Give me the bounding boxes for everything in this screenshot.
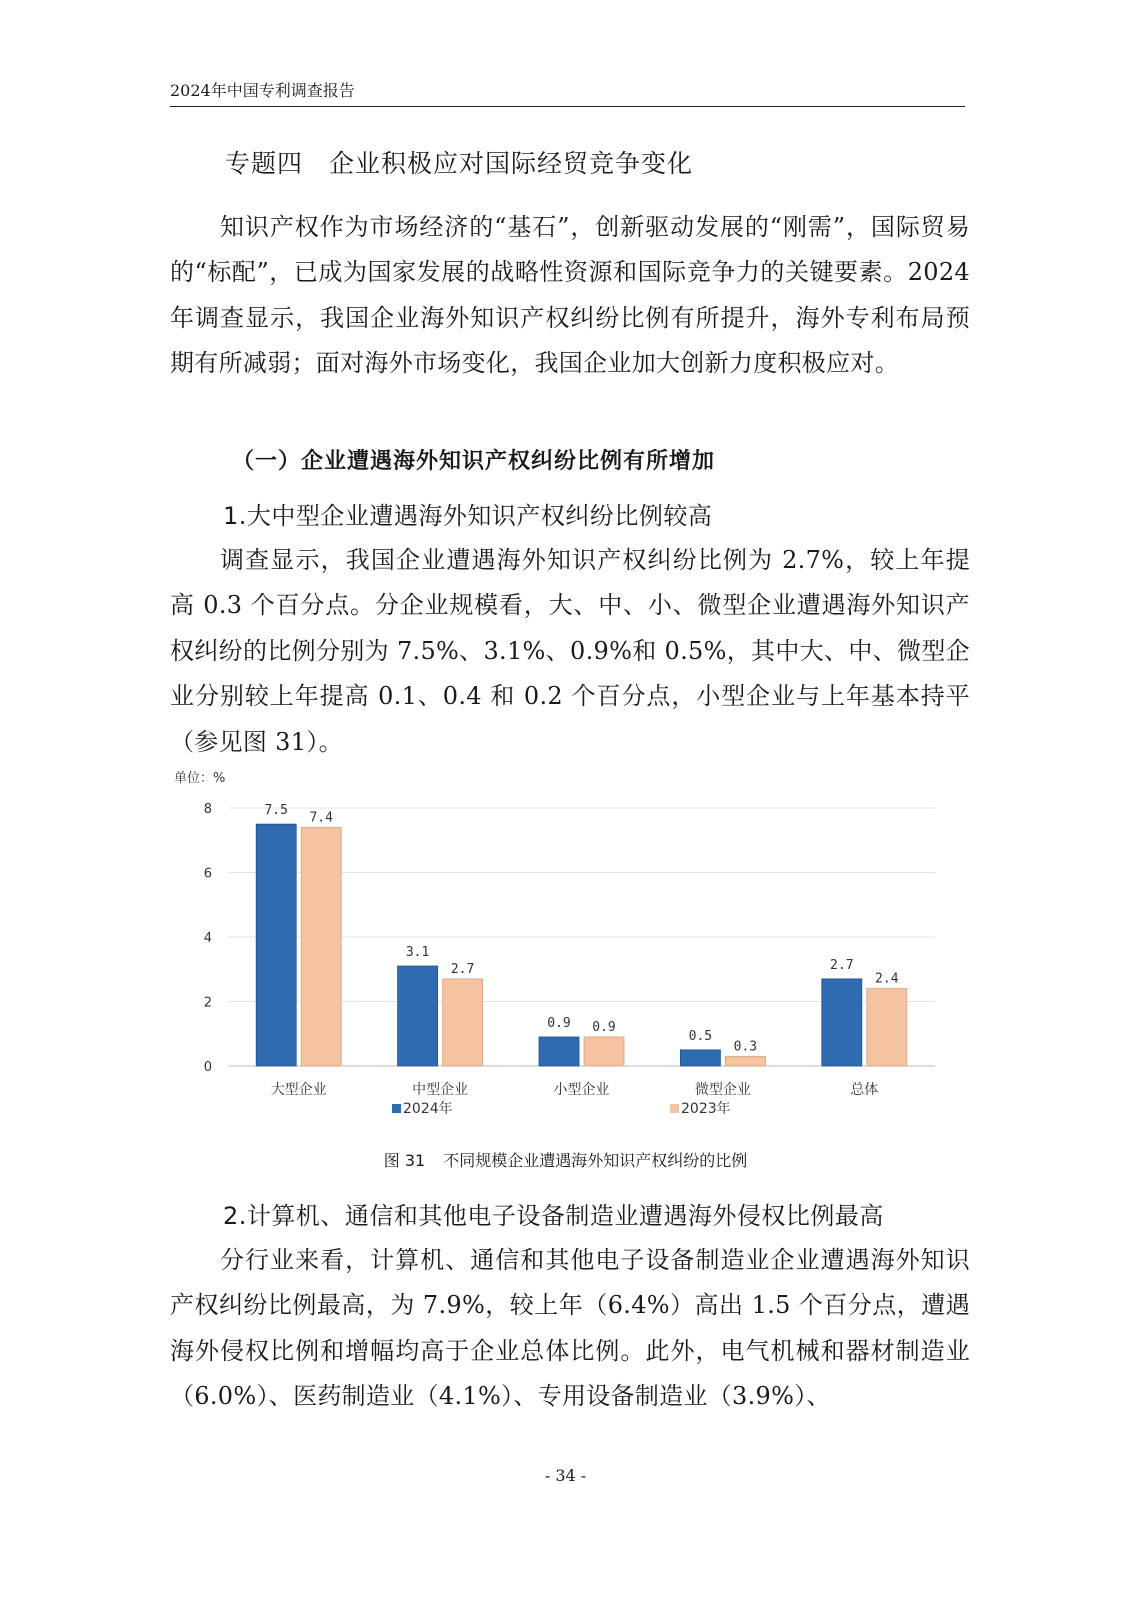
x-tick-label: 中型企业 [412, 1082, 469, 1098]
bar-chart-svg [160, 770, 980, 1150]
figure-caption-text: 不同规模企业遭遇海外知识产权纠纷的比例 [443, 1151, 748, 1170]
bar-2024年-微型企业 [680, 1050, 720, 1066]
y-tick-label: 8 [203, 802, 212, 817]
bar-2024年-大型企业 [256, 824, 296, 1066]
bar-chart [160, 770, 980, 1150]
legend-swatch-2023年 [670, 1104, 679, 1113]
data-label: 2.4 [875, 971, 899, 987]
running-header: 2024年中国专利调查报告 [170, 80, 965, 107]
bar-2023年-大型企业 [301, 827, 341, 1066]
legend-label: 2024年 [403, 1101, 453, 1117]
data-label: 7.4 [309, 810, 333, 826]
topic-title: 专题四 企业积极应对国际经贸竞争变化 [225, 149, 694, 178]
x-tick-label: 小型企业 [553, 1082, 610, 1098]
section-heading: （一）企业遭遇海外知识产权纠纷比例有所增加 [232, 449, 716, 474]
data-label: 2.7 [830, 957, 854, 973]
data-label: 3.1 [405, 945, 430, 961]
data-label: 0.3 [733, 1039, 758, 1055]
bar-2024年-中型企业 [398, 966, 438, 1066]
intro-paragraph: 知识产权作为市场经济的“基石”，创新驱动发展的“刚需”，国际贸易的“标配”，已成为国家发展的战略性资源和国际竞争力的关键要素。2024 年调查显示，我国企业海外知识产权纠纷比例有所提升，海外专利布局预期有所减弱；面对海外市场变化，我国企业加大创新力度积极应对。 [170, 213, 970, 378]
data-label: 0.9 [547, 1015, 571, 1031]
data-label: 7.5 [264, 803, 288, 819]
subsection-heading-size: 1.大中型企业遭遇海外知识产权纠纷比例较高 [223, 502, 713, 530]
y-tick-label: 6 [203, 866, 212, 882]
legend-label: 2023年 [681, 1101, 731, 1117]
y-tick-label: 4 [203, 931, 212, 946]
bar-2024年-总体 [822, 979, 862, 1066]
subsection-heading-industry: 2.计算机、通信和其他电子设备制造业遭遇海外侵权比例最高 [223, 1202, 884, 1230]
page-number: - 34 - [544, 1466, 587, 1485]
bar-2023年-总体 [867, 989, 907, 1066]
data-label: 2.7 [450, 961, 475, 977]
bar-2023年-中型企业 [443, 979, 483, 1066]
size-paragraph: 调查显示，我国企业遭遇海外知识产权纠纷比例为 2.7%，较上年提高 0.3 个百分点。分企业规模看，大、中、小、微型企业遭遇海外知识产权纠纷的比例分别为 7.5%、3.1%、0.9%和 0.5%，其中大、中、微型企业分别较上年提高 0.1、0.4 和 0.2 个百分点，小型企业与上年基本持平（参见图 31）。 [170, 546, 970, 756]
x-tick-label: 大型企业 [270, 1082, 327, 1098]
y-tick-label: 0 [203, 1060, 212, 1075]
bar-2024年-小型企业 [539, 1037, 579, 1066]
x-tick-label: 总体 [850, 1082, 879, 1098]
bar-2023年-微型企业 [725, 1056, 765, 1066]
y-tick-label: 2 [203, 995, 212, 1011]
figure-caption [0, 1148, 1131, 1171]
figure-number: 图 31 [383, 1151, 426, 1170]
legend-swatch-2024年 [392, 1104, 401, 1113]
x-tick-label: 微型企业 [694, 1082, 751, 1098]
bar-2023年-小型企业 [584, 1037, 624, 1066]
data-label: 0.9 [592, 1019, 616, 1035]
industry-paragraph: 分行业来看，计算机、通信和其他电子设备制造业企业遭遇海外知识产权纠纷比例最高，为 7.9%，较上年（6.4%）高出 1.5 个百分点，遭遇海外侵权比例和增幅均高于企业总体比例。此外，电气机械和器材制造业（6.0%）、医药制造业（4.1%）、专用设备制造业（3.9%）、 [170, 1246, 970, 1411]
chart-unit-label: 单位：% [174, 771, 226, 786]
data-label: 0.5 [688, 1028, 713, 1044]
